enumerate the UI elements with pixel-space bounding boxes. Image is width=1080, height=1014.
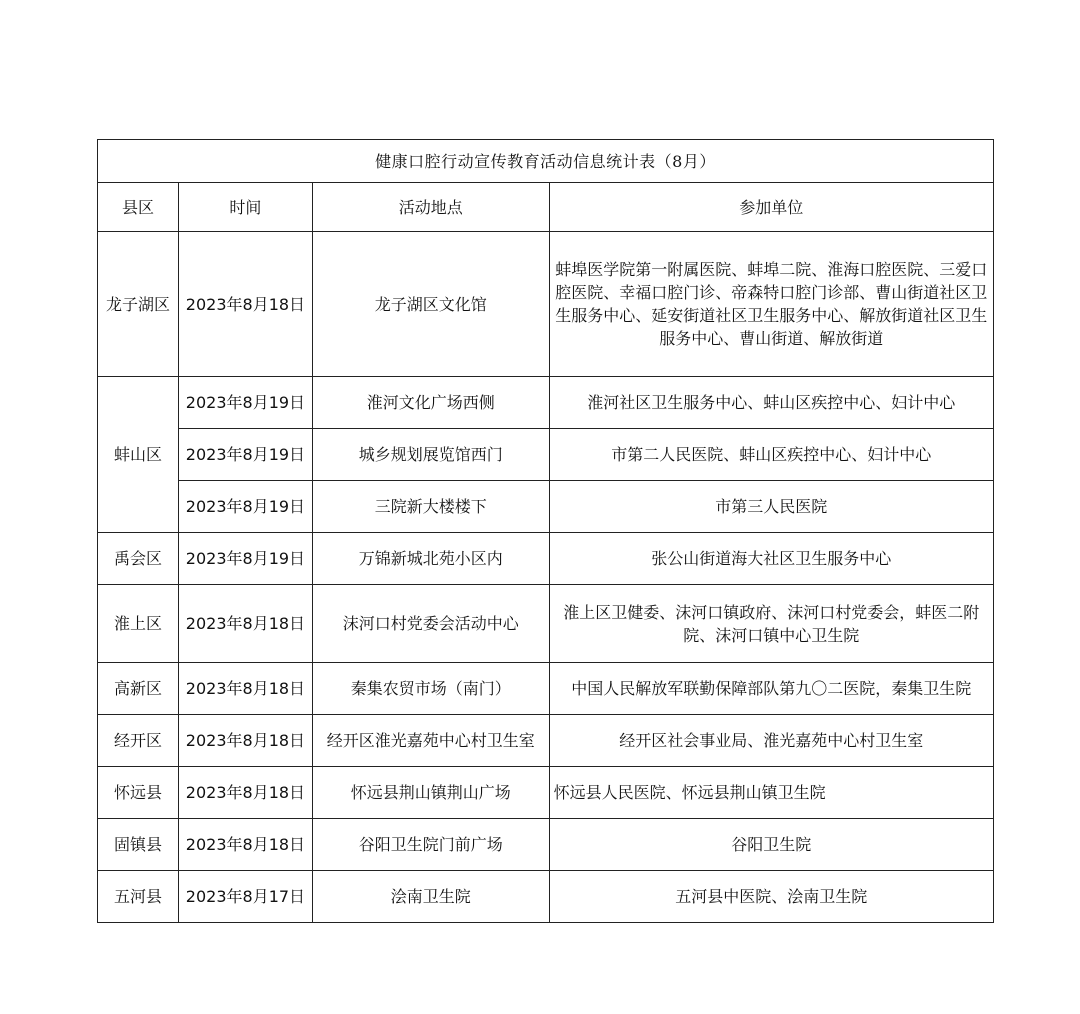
cell-units: 五河县中医院、浍南卫生院	[549, 871, 993, 923]
cell-county: 蚌山区	[98, 377, 179, 533]
cell-location: 淮河文化广场西侧	[312, 377, 549, 429]
cell-location: 浍南卫生院	[312, 871, 549, 923]
table-row	[98, 533, 994, 585]
cell-location: 沫河口村党委会活动中心	[312, 585, 549, 663]
cell-time: 2023年8月18日	[178, 585, 312, 663]
cell-location: 秦集农贸市场（南门）	[312, 663, 549, 715]
table-row	[98, 429, 994, 481]
cell-units: 淮河社区卫生服务中心、蚌山区疾控中心、妇计中心	[549, 377, 993, 429]
header-time: 时间	[178, 183, 312, 232]
cell-time: 2023年8月19日	[178, 377, 312, 429]
cell-location: 怀远县荆山镇荆山广场	[312, 767, 549, 819]
cell-location: 三院新大楼楼下	[312, 481, 549, 533]
cell-location: 城乡规划展览馆西门	[312, 429, 549, 481]
table-row	[98, 377, 994, 429]
cell-county: 高新区	[98, 663, 179, 715]
cell-county: 淮上区	[98, 585, 179, 663]
table-row	[98, 585, 994, 663]
cell-units: 经开区社会事业局、淮光嘉苑中心村卫生室	[549, 715, 993, 767]
cell-county: 禹会区	[98, 533, 179, 585]
cell-county: 经开区	[98, 715, 179, 767]
table-row	[98, 715, 994, 767]
cell-units: 淮上区卫健委、沫河口镇政府、沫河口村党委会，蚌医二附院、沫河口镇中心卫生院	[549, 585, 993, 663]
table-row	[98, 767, 994, 819]
table-row	[98, 481, 994, 533]
cell-time: 2023年8月18日	[178, 715, 312, 767]
table-header-row	[98, 183, 994, 232]
cell-time: 2023年8月19日	[178, 481, 312, 533]
cell-time: 2023年8月18日	[178, 767, 312, 819]
cell-location: 经开区淮光嘉苑中心村卫生室	[312, 715, 549, 767]
cell-county: 龙子湖区	[98, 232, 179, 377]
cell-county: 固镇县	[98, 819, 179, 871]
table-row	[98, 663, 994, 715]
header-location: 活动地点	[312, 183, 549, 232]
cell-time: 2023年8月18日	[178, 232, 312, 377]
cell-units: 市第三人民医院	[549, 481, 993, 533]
cell-time: 2023年8月18日	[178, 663, 312, 715]
table-title-row	[98, 140, 994, 183]
cell-time: 2023年8月19日	[178, 533, 312, 585]
table-row	[98, 232, 994, 377]
cell-units: 谷阳卫生院	[549, 819, 993, 871]
cell-location: 万锦新城北苑小区内	[312, 533, 549, 585]
cell-location: 谷阳卫生院门前广场	[312, 819, 549, 871]
cell-units: 张公山街道海大社区卫生服务中心	[549, 533, 993, 585]
cell-units: 市第二人民医院、蚌山区疾控中心、妇计中心	[549, 429, 993, 481]
header-units: 参加单位	[549, 183, 993, 232]
cell-time: 2023年8月17日	[178, 871, 312, 923]
table-title: 健康口腔行动宣传教育活动信息统计表（8月）	[98, 140, 994, 183]
cell-county: 怀远县	[98, 767, 179, 819]
activity-stats-table	[97, 139, 994, 923]
cell-time: 2023年8月18日	[178, 819, 312, 871]
cell-time: 2023年8月19日	[178, 429, 312, 481]
cell-units: 中国人民解放军联勤保障部队第九〇二医院，秦集卫生院	[549, 663, 993, 715]
cell-location: 龙子湖区文化馆	[312, 232, 549, 377]
cell-county: 五河县	[98, 871, 179, 923]
cell-units: 蚌埠医学院第一附属医院、蚌埠二院、淮海口腔医院、三爱口腔医院、幸福口腔门诊、帝森特口腔门诊部、曹山街道社区卫生服务中心、延安街道社区卫生服务中心、解放街道社区卫生服务中心、曹山街道、解放街道	[549, 232, 993, 377]
header-county: 县区	[98, 183, 179, 232]
table-row	[98, 871, 994, 923]
cell-units: 怀远县人民医院、怀远县荆山镇卫生院	[549, 767, 993, 819]
table-row	[98, 819, 994, 871]
